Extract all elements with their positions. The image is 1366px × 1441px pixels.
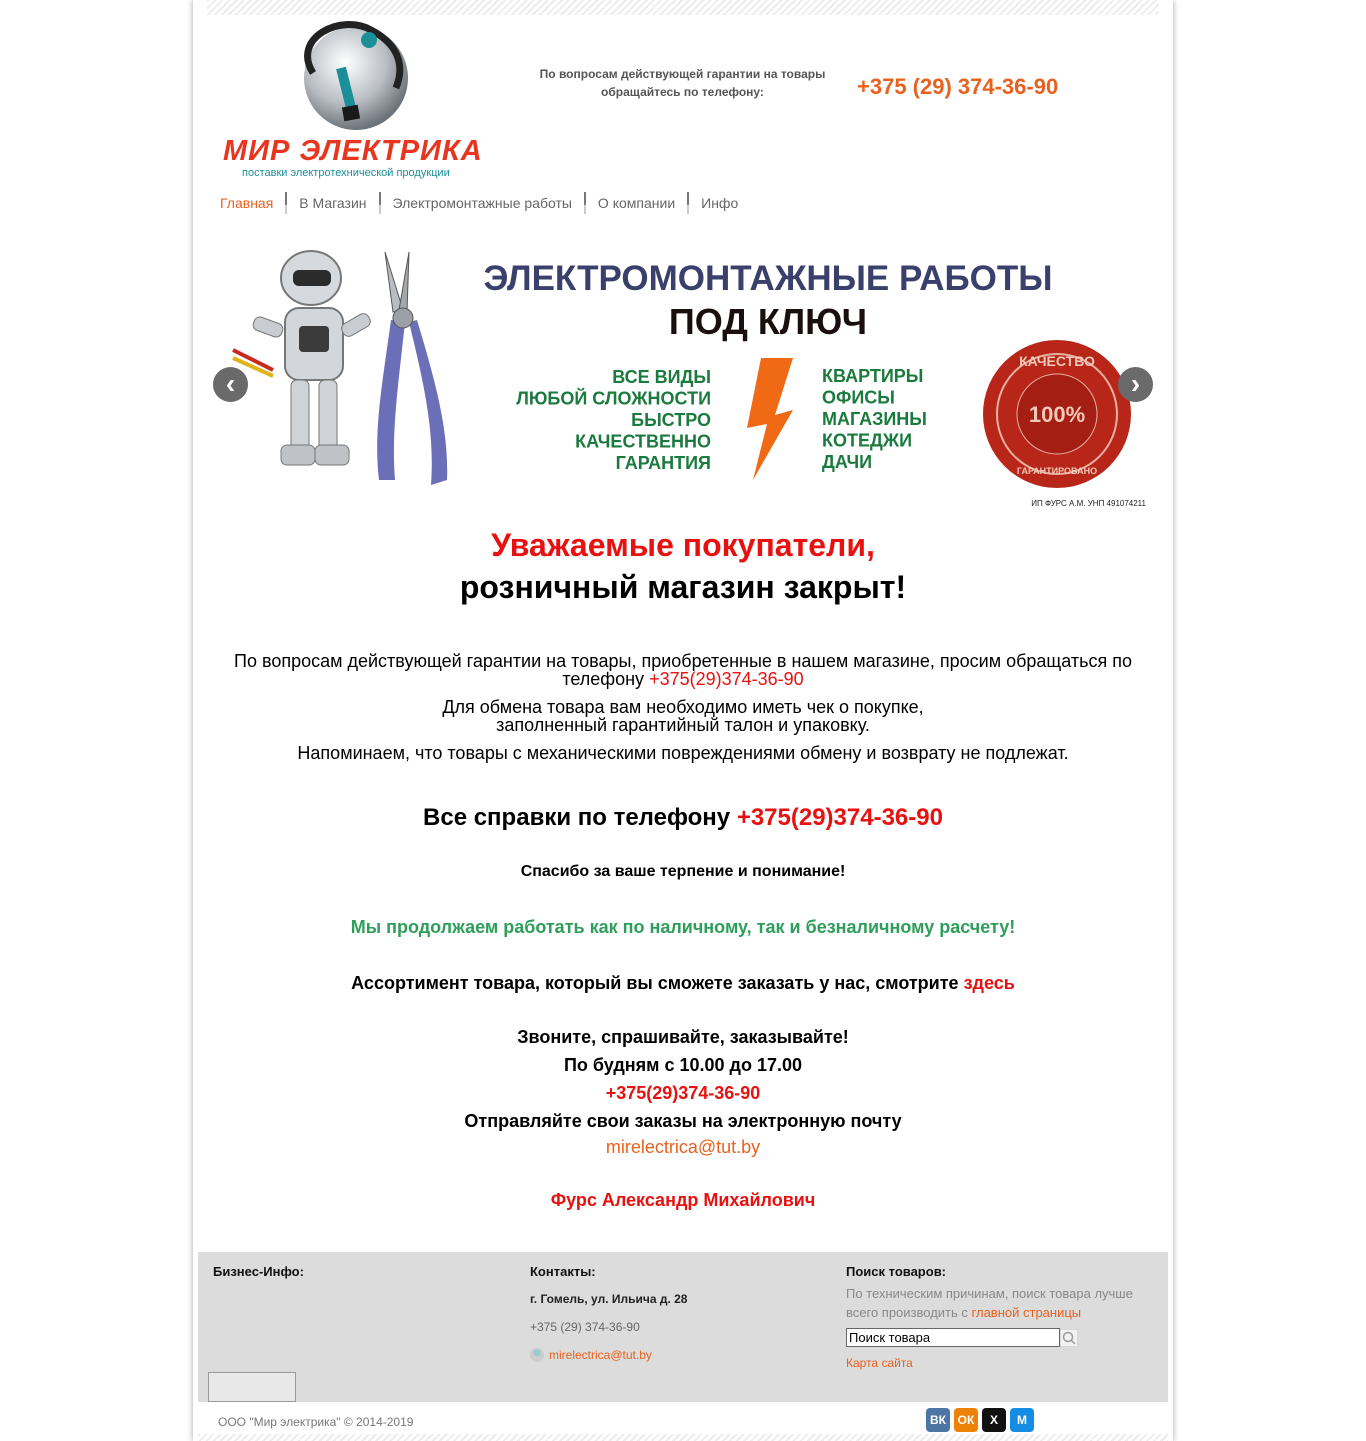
chevron-left-icon: ‹ (225, 368, 236, 399)
search-input[interactable]: Поиск товара (846, 1328, 1060, 1347)
banner-object-item: МАГАЗИНЫ (822, 409, 927, 429)
nav-item-info[interactable]: Инфо (701, 195, 739, 211)
search-note-text: По техническим причинам, поиск товара лучше всего производить с (846, 1286, 1133, 1320)
chevron-right-icon: › (1130, 368, 1141, 399)
hours-line: По будням с 10.00 до 17.00 (563, 1055, 803, 1075)
footer-email-row (530, 1348, 652, 1362)
banner-object-item: ОФИСЫ (822, 387, 895, 408)
footer-email[interactable]: mirelectrica@tut.by (549, 1348, 652, 1362)
warranty-text: По вопросам действующей гарантии на товары, приобретенные в нашем магазине, просим обращаться по телефону (234, 651, 1132, 689)
header-phone[interactable]: +375 (29) 374-36-90 (857, 74, 1059, 99)
header-warranty-note: По вопросам действующей гарантии на товары обращайтесь по телефону: (539, 67, 826, 99)
assortment-link[interactable]: здесь (963, 973, 1015, 993)
banner-object-item: КОТЕДЖИ (822, 430, 913, 451)
user-icon (530, 1348, 544, 1362)
assortment-text: Ассортимент товара, который вы сможете заказать у нас, смотрите (351, 973, 959, 993)
site-logo[interactable] (221, 18, 496, 180)
reminder-paragraph: Напоминаем, что товары с механическими повреждениями обмену и возврату не подлежат. (297, 743, 1069, 763)
nav-item-electrical-works[interactable]: Электромонтажные работы (392, 195, 572, 211)
banner-footnote: ИП ФУРС А.М. УНП 491074211 (1031, 499, 1146, 508)
copyright: ООО "Мир электрика" © 2014-2019 (218, 1415, 414, 1429)
search-title: Поиск товаров: (846, 1264, 947, 1279)
exchange-line-1: Для обмена товара вам необходимо иметь чек о покупке, (442, 697, 924, 717)
call-line: Звоните, спрашивайте, заказывайте! (517, 1027, 849, 1047)
seal-top-text: КАЧЕСТВО (1019, 353, 1095, 369)
warranty-phone[interactable]: +375(29)374-36-90 (649, 669, 804, 689)
pliers-illustration (377, 252, 447, 485)
notice-heading-red: Уважаемые покупатели, (491, 527, 875, 563)
footer-phone[interactable]: +375 (29) 374-36-90 (530, 1320, 640, 1334)
contacts-title: Контакты: (530, 1264, 596, 1279)
search-note (846, 1284, 1146, 1322)
email-line: Отправляйте свои заказы на электронную почту (464, 1111, 902, 1131)
logo-title: МИР ЭЛЕКТРИКА (223, 135, 483, 167)
robot-illustration (233, 251, 372, 465)
info-phone-number[interactable]: +375(29)374-36-90 (736, 804, 943, 831)
main-nav (220, 188, 750, 218)
banner-feature-item: ГАРАНТИЯ (615, 453, 711, 473)
contact-address: г. Гомель, ул. Ильича д. 28 (530, 1292, 688, 1306)
page-container (193, 0, 1173, 1441)
slider-prev-button[interactable] (213, 367, 248, 402)
exchange-paragraph (207, 698, 1159, 734)
assortment-line (207, 972, 1159, 994)
contact-phone[interactable]: +375(29)374-36-90 (605, 1083, 761, 1103)
banner-feature-item: ЛЮБОЙ СЛОЖНОСТИ (516, 388, 711, 409)
banner-object-item: ДАЧИ (822, 452, 873, 472)
warranty-paragraph (207, 652, 1159, 688)
banner-feature-item: ВСЕ ВИДЫ (612, 367, 711, 387)
banner-feature-item: КАЧЕСТВЕННО (575, 431, 711, 452)
seal-bottom-text: ГАРАНТИРОВАНО (1016, 466, 1098, 476)
notice-heading: розничный магазин закрыт! (459, 569, 907, 605)
seal-center-text: 100% (1028, 402, 1086, 427)
banner-image (213, 240, 1153, 515)
bottom-stripe (198, 1434, 1168, 1441)
banner-title-2: ПОД КЛЮЧ (668, 301, 868, 342)
moimir-icon[interactable]: M (1010, 1408, 1034, 1432)
contact-email[interactable]: mirelectrica@tut.by (605, 1137, 761, 1157)
owner-name: Фурс Александр Михайлович (550, 1190, 816, 1210)
sitemap-link[interactable]: Карта сайта (846, 1356, 913, 1370)
quality-seal-icon (983, 340, 1131, 488)
banner-slider (213, 240, 1153, 515)
business-info-title: Бизнес-Инфо: (213, 1264, 304, 1279)
nav-item-about[interactable]: О компании (597, 195, 676, 211)
broken-image-icon (208, 1372, 296, 1402)
slider-next-button[interactable] (1118, 367, 1153, 402)
main-content (207, 524, 1159, 1211)
footer (198, 1252, 1168, 1402)
search-icon[interactable] (1060, 1329, 1078, 1347)
banner-title-1: ЭЛЕКТРОМОНТАЖНЫЕ РАБОТЫ (483, 259, 1053, 298)
exchange-line-2: заполненный гарантийный талон и упаковку. (496, 715, 870, 735)
info-phone-line (207, 804, 1159, 832)
lightning-bolt-icon (747, 358, 793, 480)
thanks-line: Спасибо за ваше терпение и понимание! (520, 863, 846, 880)
nav-item-home[interactable]: Главная (220, 195, 274, 211)
odnoklassniki-icon[interactable]: ОК (954, 1408, 978, 1432)
nav-item-shop[interactable]: В Магазин (299, 195, 367, 211)
info-phone-text: Все справки по телефону (423, 804, 731, 831)
twitter-icon[interactable]: X (982, 1408, 1006, 1432)
top-stripe (207, 0, 1159, 15)
vk-icon[interactable]: ВК (926, 1408, 950, 1432)
banner-feature-item: БЫСТРО (631, 410, 711, 430)
payment-line: Мы продолжаем работать как по наличному, так и безналичному расчету! (350, 917, 1016, 937)
banner-object-item: КВАРТИРЫ (822, 366, 924, 386)
home-page-link[interactable]: главной страницы (971, 1305, 1082, 1320)
logo-subtitle: поставки электротехнической продукции (242, 167, 450, 179)
